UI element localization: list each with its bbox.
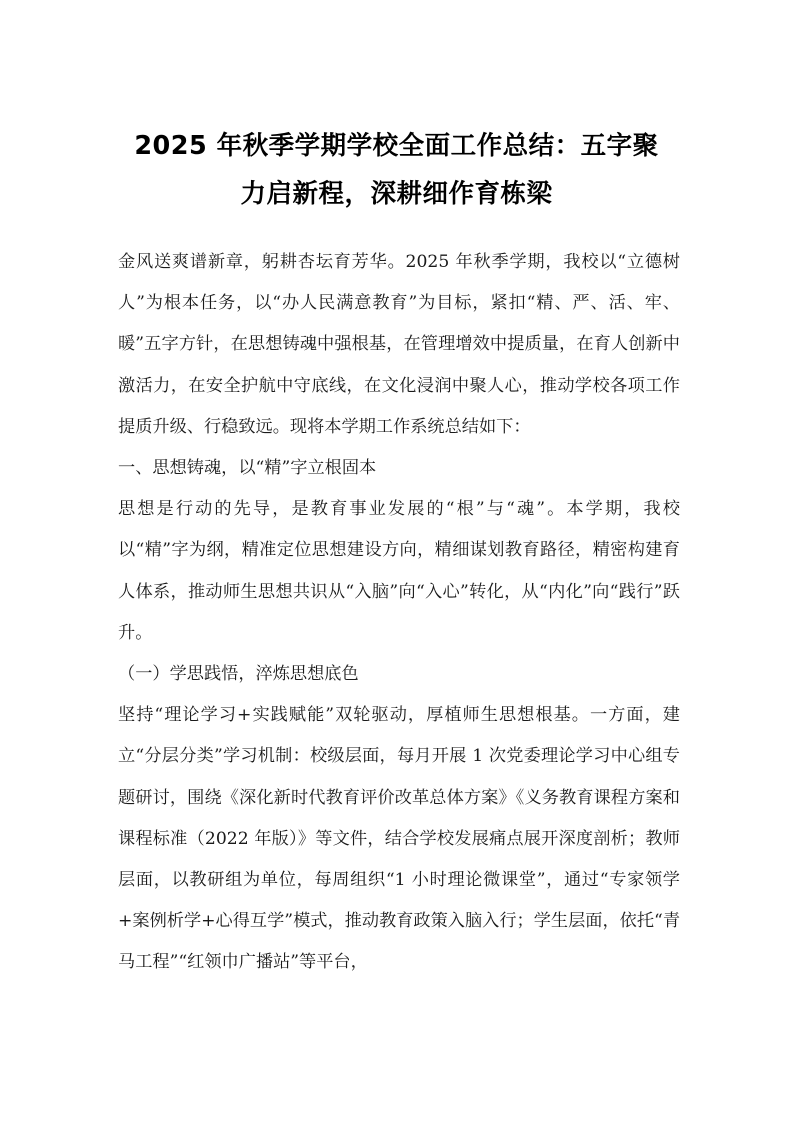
section-heading-1: 一、思想铸魂，以“精”字立根固本 — [118, 458, 377, 479]
intro-paragraph: 金风送爽谱新章，躬耕杏坛育芳华。2025 年秋季学期，我校以“立德树人”为根本任务，以“办人民满意教育”为目标，紧扣“精、严、活、牢、暖”五字方针，在思想铸魂中强根基，在管理增效中提质量，在育人创新中激活力，在安全护航中守底线，在文化浸润中聚人心，推动学校各项工作提质升级、行稳致远。现将本学期工作系统总结如下： — [118, 252, 680, 437]
title-line-1: 2025 年秋季学期学校全面工作总结：五字聚 — [134, 131, 659, 161]
title-line-2: 力启新程，深耕细作育栋梁 — [240, 179, 553, 209]
subsection-heading-1: （一）学思践悟，淬炼思想底色 — [118, 664, 359, 685]
document-body — [118, 242, 680, 984]
subsection-1-paragraph: 坚持“理论学习+实践赋能”双轮驱动，厚植师生思想根基。一方面，建立“分层分类”学习机制：校级层面，每月开展 1 次党委理论学习中心组专题研讨，围绕《深化新时代教育评价改革总体方案》《义务教育课程方案和课程标准（2022 年版）》等文件，结合学校发展痛点展开深度剖析；教师层面，以教研组为单位，每周组织“1 小时理论微课堂”，通过“专家领学+案例析学+心得互学”模式，推动教育政策入脑入行；学生层面，依托“青马工程”“红领巾广播站”等平台， — [118, 705, 681, 973]
section-1-paragraph: 思想是行动的先导，是教育事业发展的“根”与“魂”。本学期，我校以“精”字为纲，精准定位思想建设方向，精细谋划教育路径，精密构建育人体系，推动师生思想共识从“入脑”向“入心”转化，从“内化”向“践行”跃升。 — [118, 499, 680, 643]
document-title — [100, 122, 693, 218]
